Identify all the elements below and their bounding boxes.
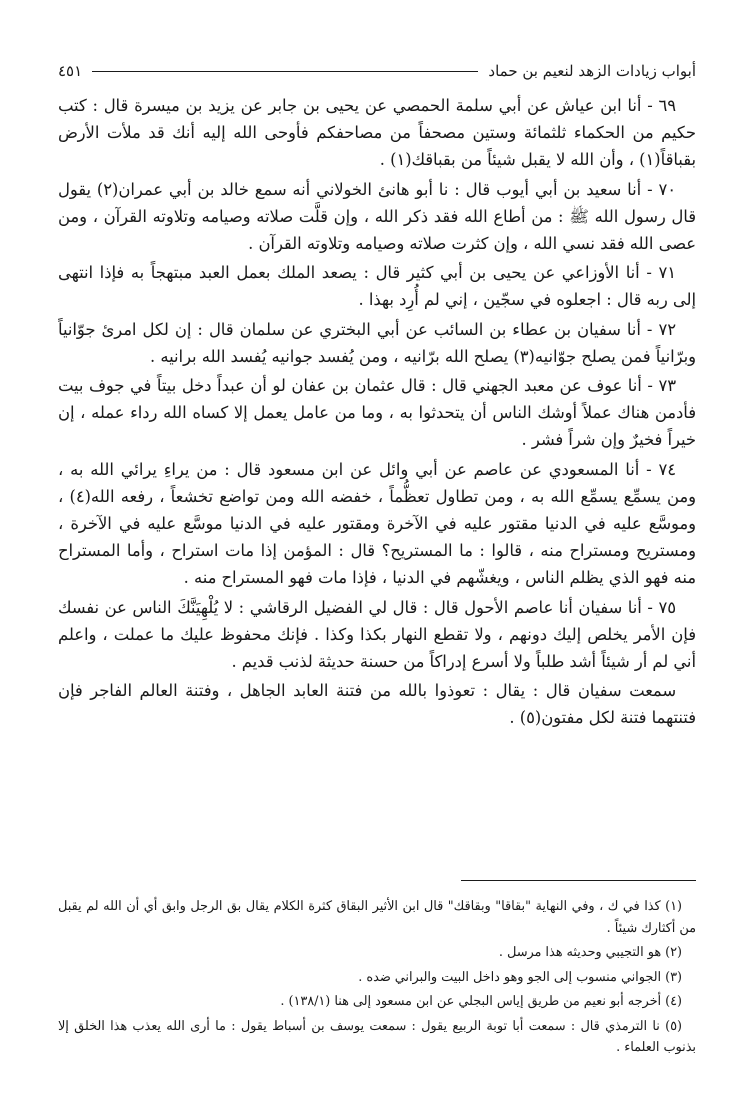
hadith-73: ٧٣ - أنا عوف عن معبد الجهني قال : قال عثمان بن عفان لو أن عبداً دخل بيتاً في جوف بيت فأدمن هناك عملاً أوشك الناس أن يتحدثوا به ، وما من عامل يعمل إلا كساه الله رداء عمله ، إن خيراً فخيرٌ وإن شراً فشر .: [58, 376, 696, 450]
header-rule: [92, 71, 478, 72]
hadith-75: ٧٥ - أنا سفيان أنا عاصم الأحول قال : قال لي الفضيل الرقاشي : لا يُلْهِيَنَّكَ الناس عن نفسك فإن الأمر يخلص إليك دونهم ، ولا تقطع النهار بكذا وكذا . فإنك محفوظ عليك ما عملت ، واعلم أني لم أر شيئاً أشد طلباً ولا أسرع إدراكاً من حسنة حديثة لذنب قديم .: [58, 597, 696, 672]
closing-paragraph: سمعت سفيان قال : يقال : تعوذوا بالله من فتنة العابد الجاهل ، وفتنة العالم الفاجر فإن فتنتهما فتنة لكل مفتون(٥) .: [58, 681, 696, 728]
main-text: [58, 92, 696, 734]
hadith-69: ٦٩ - أنا ابن عياش عن أبي سلمة الحمصي عن يحيى بن جابر عن يزيد بن ميسرة قال : كتب حكيم من الحكماء ثلثمائة وستين مصحفاً من مصاحفكم فأوحى الله إليه أنك قد ملأت الأرض بقباقاً(١) ، وأن الله لا يقبل شيئاً من بقباقك(١) .: [58, 96, 696, 170]
hadith-70: ٧٠ - أنا سعيد بن أبي أيوب قال : نا أبو هانئ الخولاني أنه سمع خالد بن أبي عمران(٢) يقول قال رسول الله ﷺ : من أطاع الله فقد ذكر الله ، وإن قلَّت صلاته وصيامه وتلاوته القرآن ، ومن عصى الله فقد نسي الله ، وإن كثرت صلاته وصيامه وتلاوته القرآن .: [58, 179, 696, 254]
footnotes: [58, 896, 696, 1062]
footnote-2: (٢) هو التجيبي وحديثه هذا مرسل .: [498, 945, 682, 960]
running-header: [58, 58, 696, 84]
footnote-1: (١) كذا في ك ، وفي النهاية "بقاقا" وبقاقك" قال ابن الأثير البقاق كثرة الكلام يقال بق الرجل وابق أي أن الله لم يقبل من أكثارك شيئاً .: [58, 899, 696, 936]
hadith-74: ٧٤ - أنا المسعودي عن عاصم عن أبي وائل عن ابن مسعود قال : من يراءِ يرائي الله به ، ومن يسمِّع يسمِّع الله به ، ومن تطاول تعظُّماً ، خفضه الله ومن تواضع تخشعاً ، رفعه الله(٤) ، وموسَّع عليه في الدنيا مقتور عليه في الآخرة ومقتور عليه في الدنيا موسَّع عليه في الآخرة ، ومستريح ومستراح منه ، قالوا : ما المستريح؟ قال : المؤمن إذا مات استراح ، وأما المستراح منه فهو الذي يظلم الناس ، ويغشّهم في الدنيا ، فإذا مات فهو المستراح منه .: [58, 459, 696, 588]
footnote-3: (٣) الجواني منسوب إلى الجو وهو داخل البيت والبراني ضده .: [358, 969, 682, 985]
page-number: ٤٥١: [58, 62, 83, 80]
footnote-5: (٥) نا الترمذي قال : سمعت أبا توبة الربيع يقول : سمعت يوسف بن أسباط يقول : ما أرى الله يعذب هذا الخلق إلا بذنوب العلماء .: [58, 1018, 696, 1055]
footnote-4: (٤) أخرجه أبو نعيم من طريق إياس البجلي عن ابن مسعود إلى هنا (١٣٨/١) .: [280, 994, 682, 1009]
hadith-72: ٧٢ - أنا سفيان بن عطاء بن السائب عن أبي البختري عن سلمان قال : إن لكل امرئ جوّانياً وبرّانياً فمن يصلح جوّانيه(٣) يصلح الله برّانيه ، ومن يُفسد جوانيه يُفسد الله برانيه .: [58, 319, 696, 366]
running-header-title: أبواب زيادات الزهد لنعيم بن حماد: [488, 62, 696, 80]
footnote-separator: [461, 880, 696, 881]
hadith-71: ٧١ - أنا الأوزاعي عن يحيى بن أبي كثير قال : يصعد الملك بعمل العبد مبتهجاً به فإذا انتهى إلى ربه قال : اجعلوه في سجّين ، إني لم أُرِد بهذا .: [58, 263, 696, 310]
